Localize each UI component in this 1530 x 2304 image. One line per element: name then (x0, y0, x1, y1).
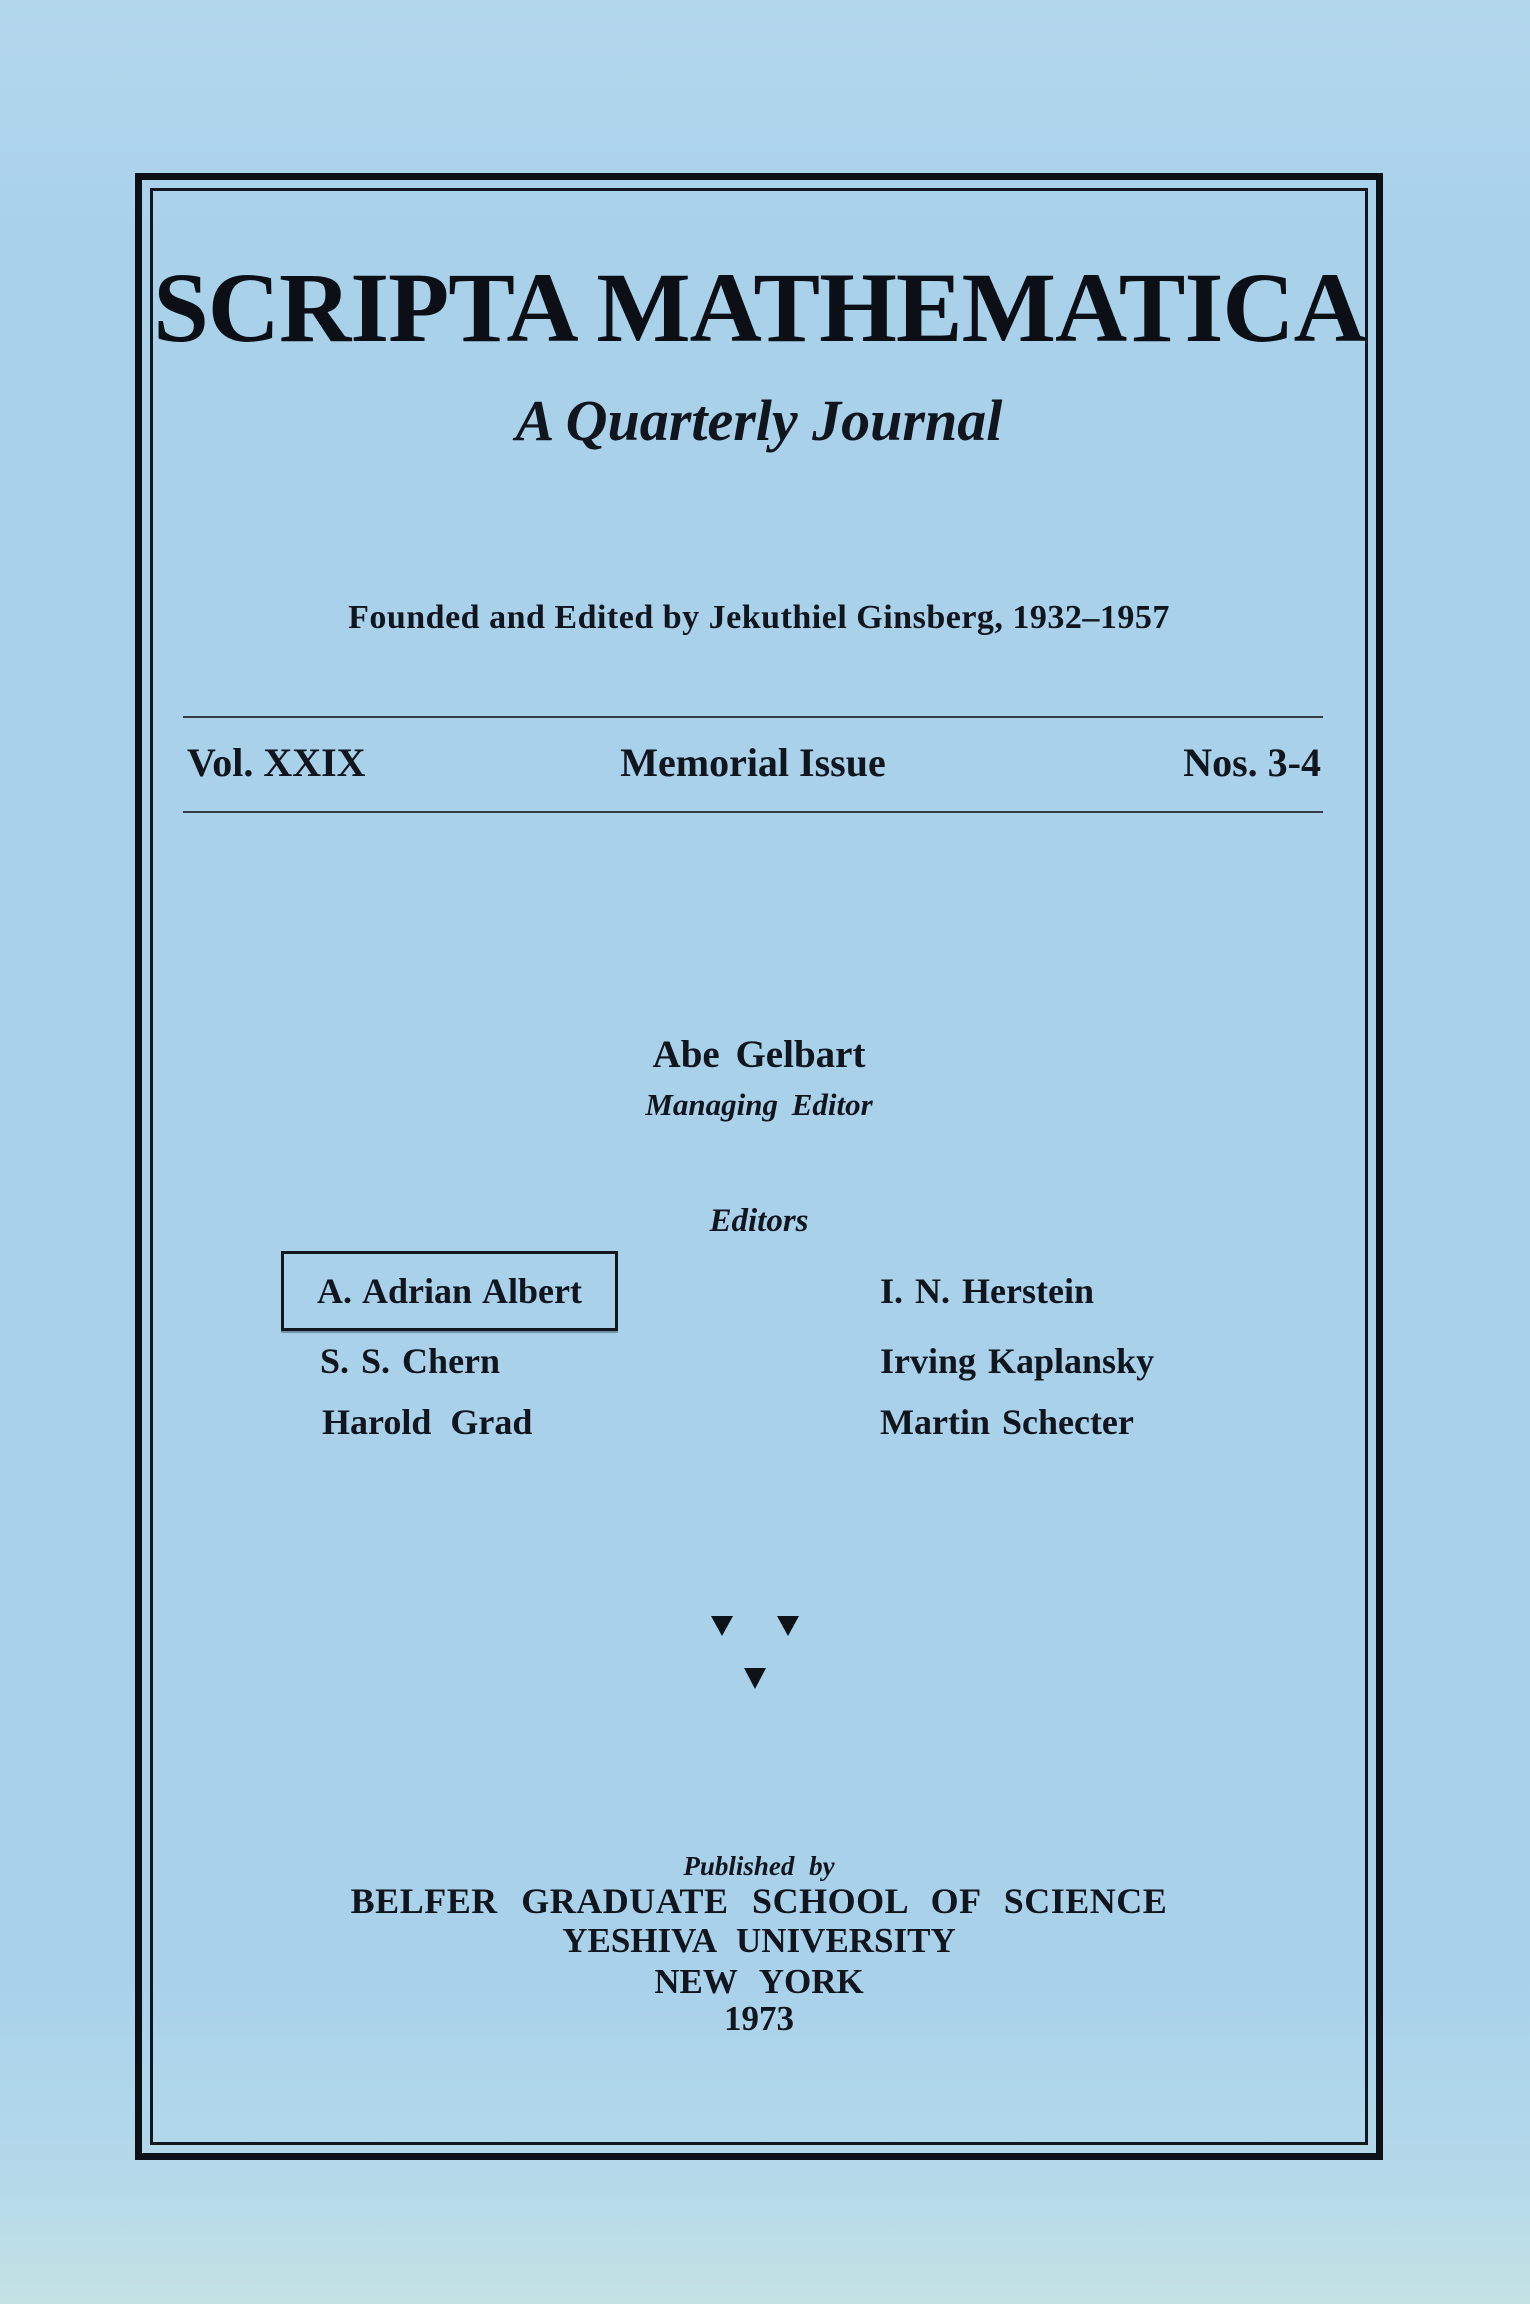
journal-subtitle: A Quarterly Journal (515, 388, 1003, 453)
founded-line: Founded and Edited by Jekuthiel Ginsberg, 1932–1957 (348, 599, 1170, 636)
issue-row (183, 740, 1323, 785)
down-triangle-icon (744, 1668, 766, 1689)
publisher-city: NEW YORK (654, 1962, 864, 2001)
editor-name-schecter: Martin Schecter (880, 1402, 1134, 1442)
published-by-label: Published by (683, 1851, 835, 1881)
issue-numbers: Nos. 3-4 (1183, 740, 1321, 785)
issue-title: Memorial Issue (620, 740, 886, 785)
journal-title: SCRIPTA MATHEMATICA (153, 252, 1365, 363)
editor-name-albert: A. Adrian Albert (316, 1271, 582, 1311)
publisher-name: BELFER GRADUATE SCHOOL OF SCIENCE (350, 1881, 1168, 1921)
managing-editor-role: Managing Editor (645, 1087, 873, 1122)
down-triangle-icon (777, 1616, 799, 1636)
editor-name-herstein: I. N. Herstein (880, 1271, 1094, 1311)
issue-rule-bottom (183, 811, 1323, 813)
editors-heading: Editors (709, 1203, 809, 1239)
editor-name-grad: Harold Grad (322, 1402, 533, 1442)
managing-editor-name: Abe Gelbart (652, 1033, 866, 1076)
editor-name-kaplansky: Irving Kaplansky (880, 1341, 1155, 1381)
editor-name-chern: S. S. Chern (320, 1341, 501, 1381)
institution-name: YESHIVA UNIVERSITY (562, 1921, 956, 1960)
memorial-box (281, 1251, 618, 1331)
publication-year: 1973 (724, 1999, 794, 2038)
down-triangle-icon (711, 1616, 733, 1636)
issue-rule-top (183, 716, 1323, 718)
volume-label: Vol. XXIX (187, 740, 366, 785)
